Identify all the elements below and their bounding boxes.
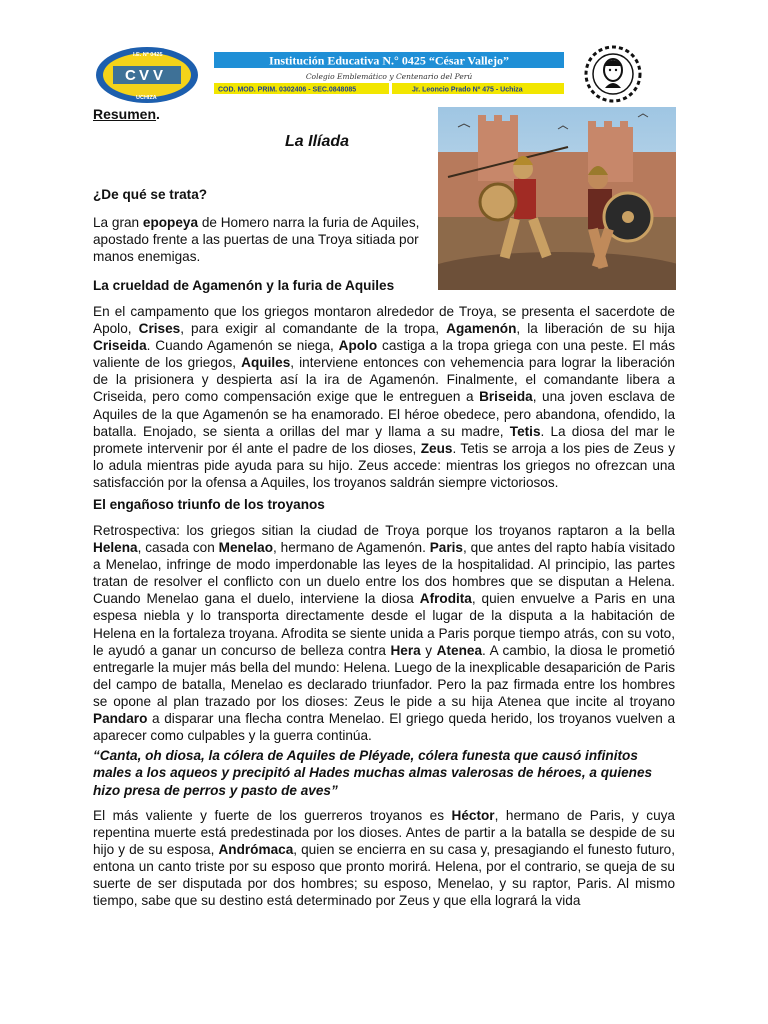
text-run: de Homero narra la furia de Aquiles, apostado frente a las puertas de una Troya sitiada por manos enemigas. [93,215,420,265]
text-run: , quien se encierra en su casa y, presagiando el funesto futuro, entona un canto triste por su esposo que pronto morirá. Helena, por el contrario, se queja de su suerte de ser disputada por dos hombres; su esposo, Menelao, y su raptor, Paris. Al mismo tiempo, sabe que su destino está determinado por Zeus y que ella logrará la vida [93,842,675,909]
bold-term: Crises [138,321,181,337]
bold-term: Atenea [436,642,482,658]
document-title: La Ilíada [285,133,350,150]
text-run: En el campamento que los griegos montaron alrededor de Troya, se presenta el sacerdote de Apolo, [93,304,675,337]
banner-subtitle: Colegio Emblemático y Centenario del Perú [305,72,473,81]
section-heading-agamemnon: La crueldad de Agamenón y la furia de Aquiles [93,278,395,293]
text-run: , quien envuelve a Paris en una espesa niebla y lo transporta directamente desde el lugar de la disputa a la habitación de Helena en la fortaleza troyana. Afrodita se siente unida a Paris porque tiempo atrás, con su voto, le ayudó a ganar un concurso de belleza contra [93,591,675,658]
text-run: , casada con [137,540,219,556]
svg-text:C: C [125,67,136,84]
text-run: , hermano de Paris, y cuya repentina muerte está predestinada por los dioses. Antes de partir a la batalla se despide de su hijo y de su esposa, [93,808,675,858]
text-run: , la liberación de su hija [516,321,675,337]
bold-term: Agamenón [446,321,517,337]
bold-term: Criseida [93,338,147,354]
bold-term: Héctor [451,808,495,823]
bold-term: Afrodita [419,591,472,607]
text-run: . Cuando Agamenón se niega, [146,338,339,354]
school-badge-bottom-text: UCHIZA [136,95,157,101]
text-run: , que antes del rapto había visitado a Menelao, infringe de modo imperdonable las leyes de la hospitalidad. Al principio, las partes tratan de resolver el conflicto con un duelo entre los dos hombres que se disputan a Helena. Cuando Menelao gana el duelo, interviene la diosa [93,540,676,607]
svg-text:V: V [139,67,150,84]
bold-term: Andrómaca [218,842,294,858]
banner-address: Jr. Leoncio Prado Nº 475 - Uchiza [412,86,523,94]
text-run: a disparar una flecha contra Menelao. El griego queda herido, los troyanos vuelven a aparecer como culpables y la guerra continúa. [93,711,675,744]
school-badge-top-text: I.E. Nº 0425 [133,52,163,58]
text-run: Retrospectiva: los griegos sitian la ciudad de Troya porque los troyanos raptaron a la bella [93,523,675,538]
institution-banner [214,52,564,96]
banner-title: Institución Educativa N.° 0425 “César Vallejo” [269,53,509,68]
banner-code: COD. MOD. PRIM. 0302406 - SEC.0848085 [218,86,357,94]
section-heading-trojans: El engañoso triunfo de los troyanos [93,497,325,512]
text-run: . Tetis se arroja a los pies de Zeus y lo adula mientras pide ayuda para su hijo. Zeus accede: mientras los griegos no ofrezcan una satisfacción por la ofensa a Aquiles, los troyanos saldrán siempre victoriosos. [93,440,675,490]
bold-term: Zeus [420,440,453,456]
homer-quote: “Canta, oh diosa, la cólera de Aquiles de Pléyade, cólera funesta que causó infinitos males a los aqueos y precipitó al Hades muchas almas valerosas de héroes, a quienes hizo presa de perros y pasto de aves” [93,748,653,798]
bold-term: Paris [429,540,463,556]
text-run: El más valiente y fuerte de los guerreros troyanos es [93,808,452,823]
text-run: . La diosa del mar le promete intervenir por él ante el padre de los dioses, [93,423,675,456]
bold-term: epopeya [142,215,199,230]
text-run: , hermano de Agamenón. [273,540,430,556]
bold-term: Helena [93,540,138,556]
text-run: castiga a la tropa griega con una peste. El más valiente de los griegos, [93,338,675,371]
text-run: , interviene entonces con vehemencia para lograr la liberación de la prisionera y despierta así la ira de Agamenón. Finalmente, el comandante libera a Criseida, pero como compensación exige que le entreguen a [93,355,675,405]
paragraph-agamemnon [93,303,675,491]
paragraph-hector [93,807,675,910]
bold-term: Pandaro [93,711,148,727]
resumen-label: Resumen. [93,106,160,122]
bold-term: Tetis [509,423,541,439]
school-logo [95,46,199,104]
text-run: , una joven esclava de Aquiles de la que Agamenón se ha enamorado. El héroe obedece, pero abandona, ofendido, la batalla. Enojado, se sienta a orillas del mar y llama a su madre, [93,389,676,439]
text-run: y [420,642,437,658]
svg-text:V: V [153,67,164,84]
bold-term: Aquiles [241,355,291,371]
text-run: , para exigir al comandante de la tropa, [180,321,447,337]
paragraph-intro [93,214,433,265]
paragraph-trojans [93,522,675,744]
text-run: . A cambio, la diosa le prometió entregarle la mujer más bella del mundo: Helena. Luego de la inexplicable desaparición de Paris del campo de batalla, Menelao es declarado triunfador. Pero la paz firmada entre los hombres se opone al plan trazado por los dioses: Zeus le pide a su hija Atenea que incite al troyano [93,642,675,709]
bold-term: Apolo [338,338,378,354]
text-run: La gran [93,215,143,230]
section-heading-what-about: ¿De qué se trata? [93,187,208,202]
resumen-text: Resumen [93,106,157,122]
bold-term: Menelao [218,540,274,556]
trojan-battle-illustration [438,107,676,290]
bold-term: Briseida [479,389,533,405]
cesar-vallejo-portrait-emblem [583,44,643,104]
bold-term: Hera [390,642,421,658]
